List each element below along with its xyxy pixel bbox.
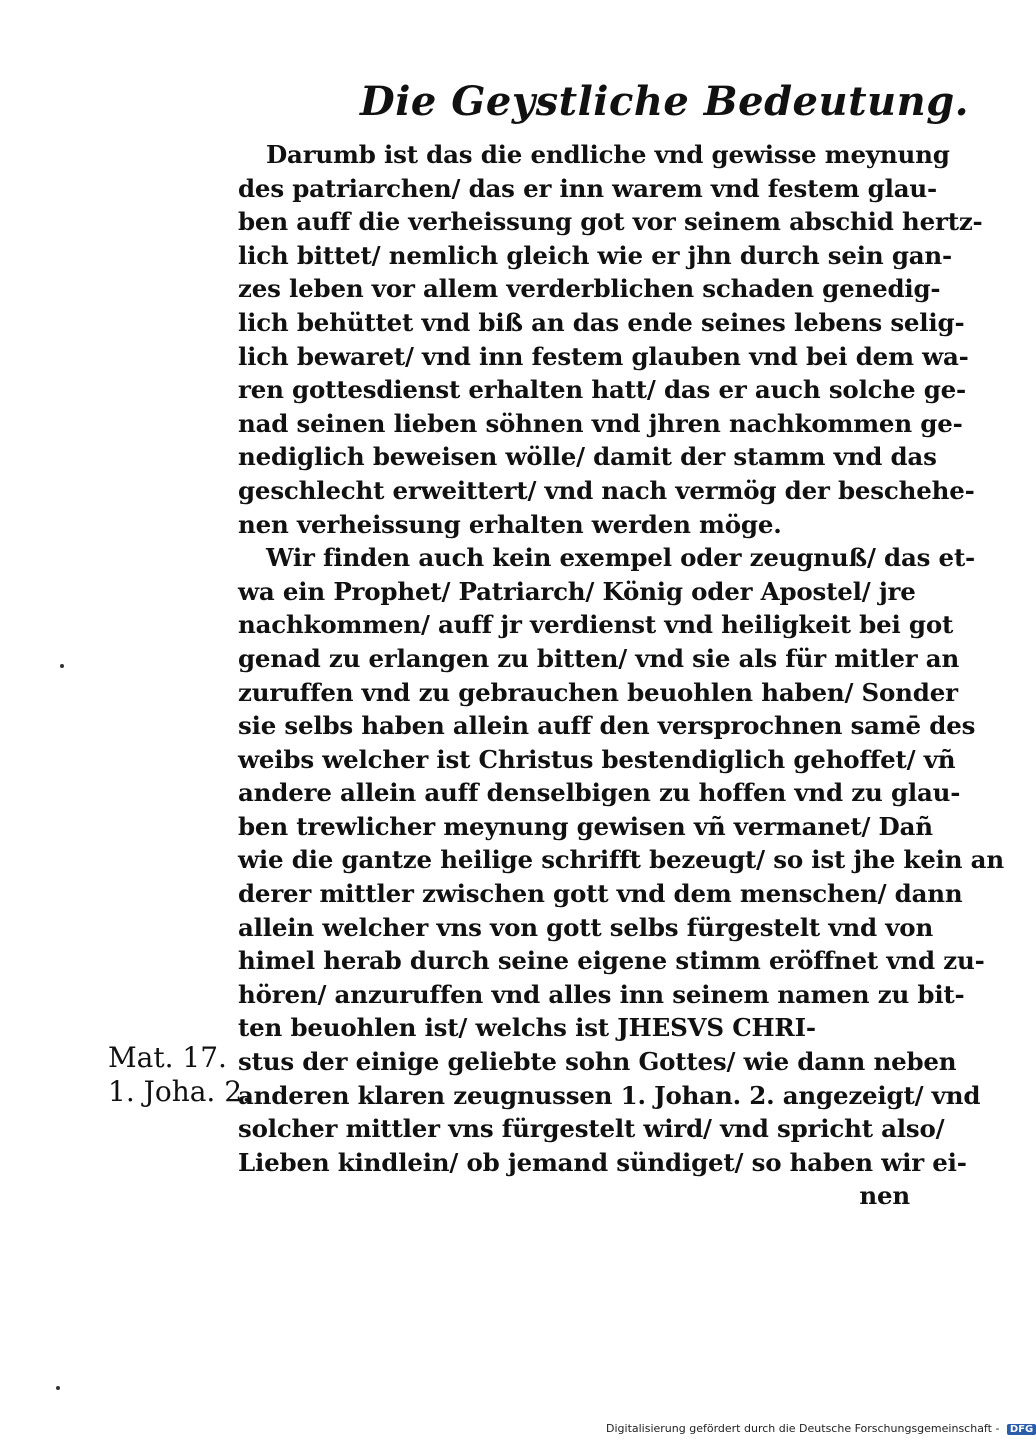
text-line: lich bittet/ nemlich gleich wie er jhn durch sein gan- (238, 240, 953, 270)
text-line: Darumb ist das die endliche vnd gewisse meynung (266, 140, 950, 169)
margin-note: 1. Joha. 2. (108, 1074, 251, 1108)
running-heading: Die Geystliche Bedeutung. (360, 78, 970, 125)
text-line: sie selbs haben allein auff den versprochnen samē des (238, 711, 976, 741)
text-line: Wir finden auch kein exempel oder zeugnuß/ das et- (266, 543, 976, 573)
text-line: wie die gantze heilige schrifft bezeugt/ so ist jhe kein an (238, 845, 1004, 875)
text-line: nachkommen/ auff jr verdienst vnd heiligkeit bei got (238, 610, 954, 640)
dfg-logo: DFG (1007, 1424, 1036, 1435)
text-line: ben auff die verheissung got vor seinem abschid hertz- (238, 207, 983, 237)
text-line: Lieben kindlein/ ob jemand sündiget/ so haben wir ei- (238, 1147, 967, 1177)
margin-note: Mat. 17. (108, 1041, 227, 1075)
text-line: weibs welcher ist Christus bestendiglich gehoffet/ vñ (238, 744, 956, 774)
text-line: solcher mittler vns fürgestelt wird/ vnd spricht also/ (238, 1114, 945, 1144)
text-line: hören/ anzuruffen vnd alles inn seinem namen zu bit- (238, 979, 965, 1009)
footer-text: Digitalisierung gefördert durch die Deutsche Forschungsgemeinschaft (606, 1422, 992, 1435)
text-line: derer mittler zwischen gott vnd dem menschen/ dann (238, 879, 963, 909)
scan-speck (60, 664, 64, 668)
text-line: nen (859, 1181, 910, 1211)
text-line: geschlecht erweittert/ vnd nach vermög der beschehe- (238, 475, 975, 505)
text-line: ben trewlicher meynung gewisen vñ vermanet/ Dañ (238, 811, 933, 841)
text-line: himel herab durch seine eigene stimm eröffnet vnd zu- (238, 946, 985, 976)
text-line: zuruffen vnd zu gebrauchen beuohlen haben/ Sonder (238, 677, 958, 707)
text-line: des patriarchen/ das er inn warem vnd festem glau- (238, 173, 937, 203)
text-line: nen verheissung erhalten werden möge. (238, 509, 782, 539)
text-line: andere allein auff denselbigen zu hoffen vnd zu glau- (238, 778, 961, 808)
body-text (238, 138, 1004, 1213)
text-line: ten beuohlen ist/ welchs ist JHESVS CHRI- (238, 1013, 816, 1043)
text-line: lich behüttet vnd biß an das ende seines lebens selig- (238, 307, 965, 337)
text-line: ren gottesdienst erhalten hatt/ das er auch solche ge- (238, 375, 967, 405)
text-line: anderen klaren zeugnussen 1. Johan. 2. angezeigt/ vnd (238, 1080, 981, 1110)
scan-speck (56, 1386, 60, 1390)
text-line: wa ein Prophet/ Patriarch/ König oder Apostel/ jre (238, 576, 916, 606)
digitization-footer: Digitalisierung gefördert durch die Deutsche Forschungsgemeinschaft - DFG (606, 1422, 1036, 1435)
text-line: zes leben vor allem verderblichen schaden genedig- (238, 274, 941, 304)
text-line: genad zu erlangen zu bitten/ vnd sie als für mitler an (238, 643, 960, 673)
text-line: allein welcher vns von gott selbs fürgestelt vnd von (238, 912, 934, 942)
text-line: stus der einige geliebte sohn Gottes/ wie dann neben (238, 1047, 957, 1077)
text-line: nediglich beweisen wölle/ damit der stamm vnd das (238, 442, 937, 472)
text-line: lich bewaret/ vnd inn festem glauben vnd bei dem wa- (238, 341, 969, 371)
text-line: nad seinen lieben söhnen vnd jhren nachkommen ge- (238, 408, 963, 438)
